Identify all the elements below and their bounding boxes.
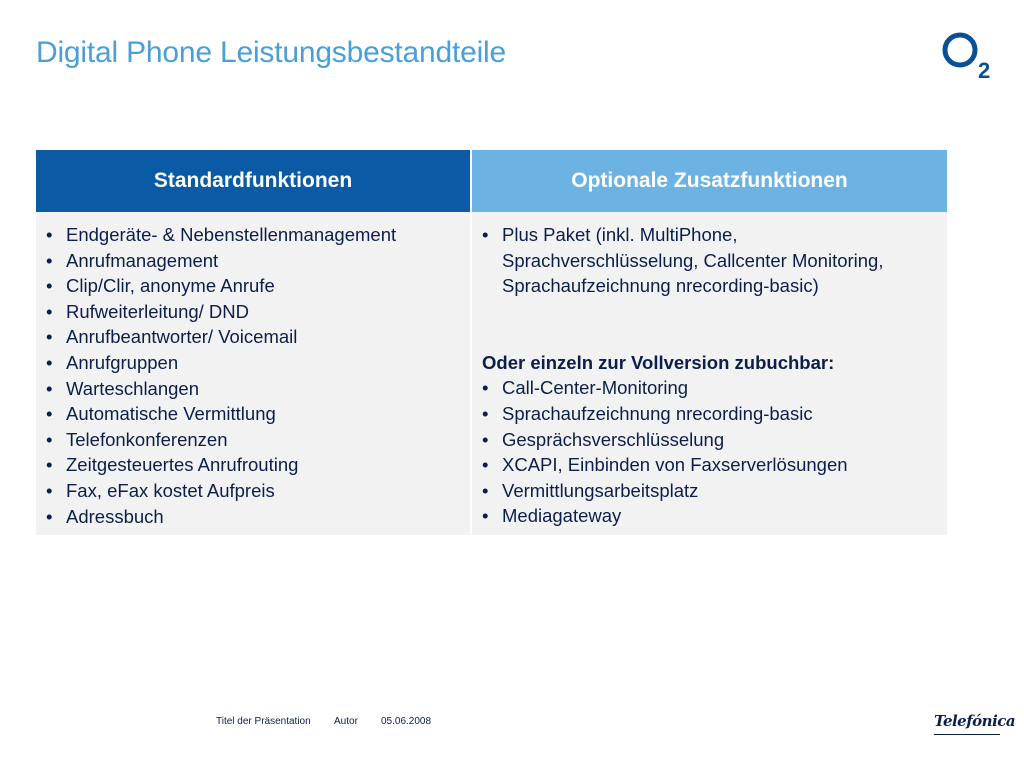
list-item: • Anrufgruppen — [46, 350, 460, 376]
spacer — [482, 299, 937, 350]
table-body-row — [36, 212, 947, 535]
header-standard: Standardfunktionen — [36, 150, 471, 212]
standard-cell — [36, 212, 471, 535]
list-item: • Warteschlangen — [46, 376, 460, 402]
list-item: • Adressbuch — [46, 504, 460, 530]
list-item: • Mediagateway — [482, 503, 937, 529]
optional-list — [482, 375, 937, 529]
list-item: • XCAPI, Einbinden von Faxserverlösungen — [482, 452, 937, 478]
footer-author: Autor — [334, 716, 358, 727]
list-item: • Gesprächsverschlüsselung — [482, 427, 937, 453]
list-item: • Fax, eFax kostet Aufpreis — [46, 478, 460, 504]
footer-presentation-title: Titel der Präsentation — [216, 716, 311, 727]
list-item: • Automatische Vermittlung — [46, 401, 460, 427]
list-item: • Call-Center-Monitoring — [482, 375, 937, 401]
o2-logo-icon — [938, 30, 998, 82]
list-item: • Endgeräte- & Nebenstellenmanagement — [46, 222, 460, 248]
slide-title: Digital Phone Leistungsbestandteile — [36, 36, 506, 69]
list-item: • Zeitgesteuertes Anrufrouting — [46, 452, 460, 478]
list-item: • Anrufbeantworter/ Voicemail — [46, 324, 460, 350]
list-item: • Vermittlungsarbeitsplatz — [482, 478, 937, 504]
optional-package-item: • Plus Paket (inkl. MultiPhone, Sprachverschlüsselung, Callcenter Monitoring, Sprachaufzeichnung nrecording-basic) — [482, 222, 937, 299]
list-item: • Telefonkonferenzen — [46, 427, 460, 453]
optional-cell — [471, 212, 947, 535]
header-optional: Optionale Zusatzfunktionen — [471, 150, 947, 212]
list-item: • Clip/Clir, anonyme Anrufe — [46, 273, 460, 299]
standard-list — [46, 222, 460, 529]
table-header-row — [36, 150, 947, 212]
feature-table — [36, 150, 947, 535]
svg-text:2: 2 — [978, 58, 991, 82]
optional-package-list — [482, 222, 937, 299]
optional-subheading: Oder einzeln zur Vollversion zubuchbar: — [482, 351, 835, 373]
list-item: • Rufweiterleitung/ DND — [46, 299, 460, 325]
list-item: • Anrufmanagement — [46, 248, 460, 274]
footer-date: 05.06.2008 — [381, 716, 432, 727]
list-item: • Sprachaufzeichnung nrecording-basic — [482, 401, 937, 427]
telefonica-logo: Telefónica — [934, 712, 1016, 730]
telefonica-logo-underline — [934, 734, 1000, 735]
